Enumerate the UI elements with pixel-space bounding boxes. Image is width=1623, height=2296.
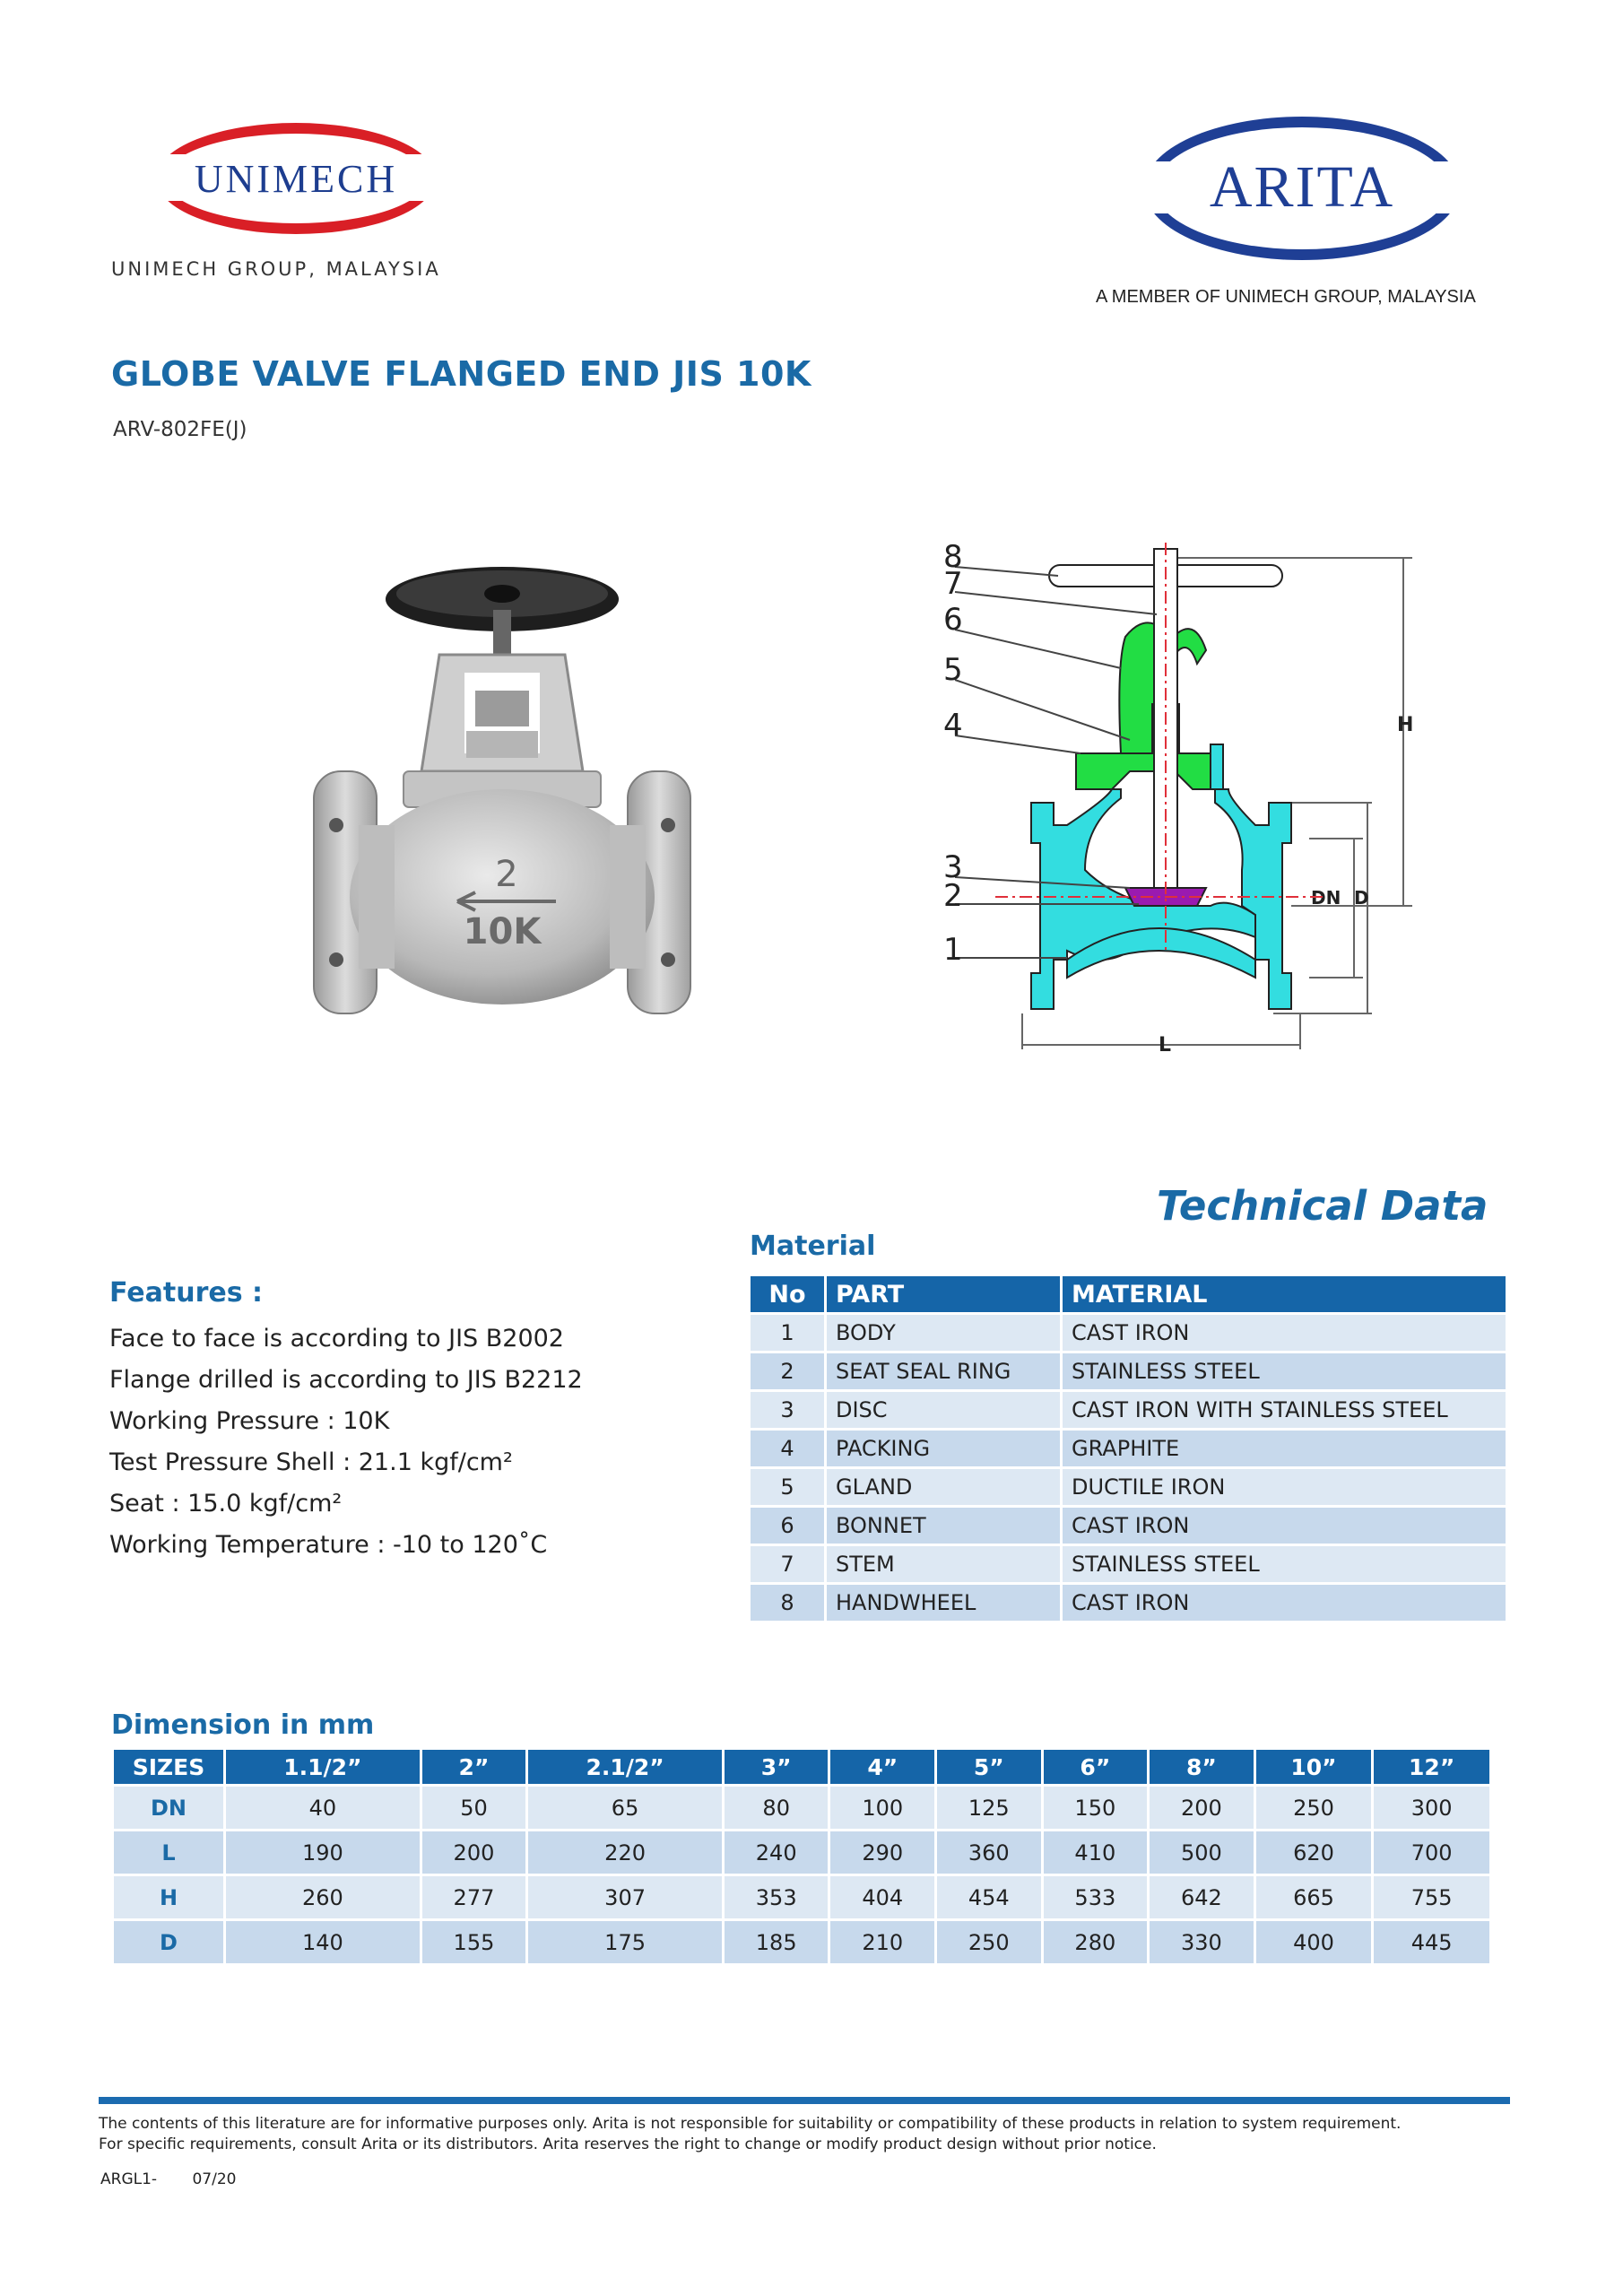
- unimech-caption: UNIMECH GROUP, MALAYSIA: [111, 258, 441, 280]
- arita-logo-text: ARITA: [1209, 154, 1395, 220]
- dimension-cell: 642: [1150, 1876, 1254, 1918]
- dimension-row: [114, 1831, 1489, 1874]
- dimension-cell: 400: [1256, 1921, 1372, 1963]
- dimension-cell: 80: [725, 1787, 829, 1829]
- dim-label-d: D: [1354, 887, 1369, 909]
- material-part-cell: GLAND: [827, 1469, 1060, 1505]
- dimension-row-label: D: [114, 1921, 223, 1963]
- dimension-header-size: 1.1/2”: [226, 1750, 420, 1784]
- photo-size-marking: 2: [495, 854, 518, 895]
- material-value-cell: CAST IRON: [1063, 1585, 1506, 1621]
- part-callout-4: 4: [943, 708, 963, 744]
- dimension-cell: 250: [937, 1921, 1041, 1963]
- dimension-cell: 40: [226, 1787, 420, 1829]
- footer-rule: [99, 2097, 1510, 2104]
- unimech-logo-text: UNIMECH: [194, 157, 398, 201]
- material-header-row: [751, 1276, 1506, 1312]
- dimension-table: [111, 1747, 1492, 1966]
- dimension-row: [114, 1787, 1489, 1829]
- arita-logo: [1141, 112, 1463, 265]
- dimension-cell: 100: [830, 1787, 934, 1829]
- dimension-cell: 50: [422, 1787, 526, 1829]
- material-value-cell: STAINLESS STEEL: [1063, 1353, 1506, 1389]
- part-callout-5: 5: [943, 652, 963, 688]
- dimension-cell: 220: [528, 1831, 722, 1874]
- dimension-cell: 125: [937, 1787, 1041, 1829]
- doc-code: ARGL1-: [100, 2170, 158, 2188]
- unimech-logo: [152, 118, 439, 239]
- material-part-cell: BODY: [827, 1315, 1060, 1351]
- dimension-cell: 500: [1150, 1831, 1254, 1874]
- dimension-cell: 300: [1374, 1787, 1489, 1829]
- material-part-cell: PACKING: [827, 1431, 1060, 1466]
- dimension-cell: 755: [1374, 1876, 1489, 1918]
- material-header-no: No: [751, 1276, 824, 1312]
- disclaimer: [99, 2114, 1533, 2155]
- dimension-cell: 700: [1374, 1831, 1489, 1874]
- doc-date: 07/20: [192, 2170, 237, 2188]
- dimension-header-row: [114, 1750, 1489, 1784]
- dimension-header-size: 8”: [1150, 1750, 1254, 1784]
- dimension-header-size: 10”: [1256, 1750, 1372, 1784]
- material-row: [751, 1508, 1506, 1544]
- dimension-cell: 277: [422, 1876, 526, 1918]
- dimension-cell: 307: [528, 1876, 722, 1918]
- material-no-cell: 1: [751, 1315, 824, 1351]
- material-row: [751, 1315, 1506, 1351]
- dimension-title: Dimension in mm: [111, 1709, 375, 1741]
- feature-item: Working Temperature : -10 to 120˚C: [109, 1531, 548, 1559]
- model-number: ARV-802FE(J): [113, 418, 247, 441]
- feature-item: Seat : 15.0 kgf/cm²: [109, 1490, 343, 1518]
- material-header-part: PART: [827, 1276, 1060, 1312]
- dimension-cell: 175: [528, 1921, 722, 1963]
- dimension-row-label: L: [114, 1831, 223, 1874]
- material-header-material: MATERIAL: [1063, 1276, 1506, 1312]
- material-row: [751, 1585, 1506, 1621]
- dimension-cell: 290: [830, 1831, 934, 1874]
- material-no-cell: 8: [751, 1585, 824, 1621]
- valve-diagram: [933, 529, 1435, 1067]
- dimension-cell: 454: [937, 1876, 1041, 1918]
- dim-label-h: H: [1397, 714, 1414, 736]
- material-value-cell: STAINLESS STEEL: [1063, 1546, 1506, 1582]
- page-title: GLOBE VALVE FLANGED END JIS 10K: [111, 354, 812, 394]
- dimension-row: [114, 1921, 1489, 1963]
- material-value-cell: CAST IRON: [1063, 1508, 1506, 1544]
- dimension-cell: 620: [1256, 1831, 1372, 1874]
- dimension-header-size: 2”: [422, 1750, 526, 1784]
- technical-data-title: Technical Data: [1157, 1182, 1488, 1230]
- dim-label-dn: DN: [1311, 887, 1341, 909]
- arita-caption: A MEMBER OF UNIMECH GROUP, MALAYSIA: [1096, 287, 1476, 307]
- dimension-row-label: DN: [114, 1787, 223, 1829]
- dimension-cell: 140: [226, 1921, 420, 1963]
- dimension-cell: 65: [528, 1787, 722, 1829]
- dimension-cell: 665: [1256, 1876, 1372, 1918]
- dimension-cell: 250: [1256, 1787, 1372, 1829]
- part-callout-8: 8: [943, 539, 963, 575]
- material-part-cell: DISC: [827, 1392, 1060, 1428]
- material-part-cell: BONNET: [827, 1508, 1060, 1544]
- material-part-cell: SEAT SEAL RING: [827, 1353, 1060, 1389]
- material-value-cell: DUCTILE IRON: [1063, 1469, 1506, 1505]
- dimension-cell: 190: [226, 1831, 420, 1874]
- feature-item: Face to face is according to JIS B2002: [109, 1325, 564, 1352]
- dimension-cell: 240: [725, 1831, 829, 1874]
- dimension-cell: 445: [1374, 1921, 1489, 1963]
- dimension-cell: 280: [1044, 1921, 1148, 1963]
- material-value-cell: GRAPHITE: [1063, 1431, 1506, 1466]
- part-callout-2: 2: [943, 878, 963, 914]
- dimension-cell: 404: [830, 1876, 934, 1918]
- part-callout-7: 7: [943, 566, 963, 602]
- material-part-cell: HANDWHEEL: [827, 1585, 1060, 1621]
- dimension-cell: 210: [830, 1921, 934, 1963]
- feature-item: Working Pressure : 10K: [109, 1407, 390, 1435]
- dimension-cell: 360: [937, 1831, 1041, 1874]
- dimension-header-size: 2.1/2”: [528, 1750, 722, 1784]
- document-code: [100, 2170, 266, 2188]
- dimension-header-size: 4”: [830, 1750, 934, 1784]
- dimension-cell: 200: [1150, 1787, 1254, 1829]
- dimension-header-size: 5”: [937, 1750, 1041, 1784]
- dimension-header-size: 12”: [1374, 1750, 1489, 1784]
- dimension-header-size: 6”: [1044, 1750, 1148, 1784]
- material-no-cell: 4: [751, 1431, 824, 1466]
- disclaimer-line: The contents of this literature are for informative purposes only. Arita is not responsible for suitability or compatibility of these products in relation to system requirement.: [99, 2115, 1402, 2133]
- dimension-cell: 150: [1044, 1787, 1148, 1829]
- dimension-header-size: 3”: [725, 1750, 829, 1784]
- dimension-cell: 353: [725, 1876, 829, 1918]
- material-row: [751, 1392, 1506, 1428]
- disclaimer-line: For specific requirements, consult Arita or its distributors. Arita reserves the right to change or modify product design without prior notice.: [99, 2135, 1157, 2153]
- material-row: [751, 1546, 1506, 1582]
- dim-label-l: L: [1159, 1034, 1172, 1057]
- part-callout-3: 3: [943, 849, 963, 885]
- dimension-cell: 533: [1044, 1876, 1148, 1918]
- material-no-cell: 7: [751, 1546, 824, 1582]
- part-callout-6: 6: [943, 602, 963, 638]
- material-row: [751, 1353, 1506, 1389]
- dimension-header-sizes: SIZES: [114, 1750, 223, 1784]
- material-row: [751, 1431, 1506, 1466]
- dimension-cell: 200: [422, 1831, 526, 1874]
- feature-item: Test Pressure Shell : 21.1 kgf/cm²: [109, 1448, 513, 1476]
- dimension-cell: 260: [226, 1876, 420, 1918]
- feature-item: Flange drilled is according to JIS B2212: [109, 1366, 583, 1394]
- valve-photo: [305, 556, 699, 1022]
- dimension-row: [114, 1876, 1489, 1918]
- material-value-cell: CAST IRON: [1063, 1315, 1506, 1351]
- dimension-cell: 185: [725, 1921, 829, 1963]
- features-title: Features :: [109, 1277, 264, 1309]
- material-no-cell: 6: [751, 1508, 824, 1544]
- material-value-cell: CAST IRON WITH STAINLESS STEEL: [1063, 1392, 1506, 1428]
- material-no-cell: 2: [751, 1353, 824, 1389]
- dimension-cell: 155: [422, 1921, 526, 1963]
- material-no-cell: 3: [751, 1392, 824, 1428]
- features-list: [109, 1318, 583, 1566]
- dimension-cell: 330: [1150, 1921, 1254, 1963]
- photo-rating-marking: 10K: [463, 911, 542, 952]
- dimension-row-label: H: [114, 1876, 223, 1918]
- part-callout-1: 1: [943, 932, 963, 968]
- material-title: Material: [750, 1231, 876, 1262]
- material-part-cell: STEM: [827, 1546, 1060, 1582]
- material-row: [751, 1469, 1506, 1505]
- dimension-cell: 410: [1044, 1831, 1148, 1874]
- material-no-cell: 5: [751, 1469, 824, 1505]
- material-table: [748, 1274, 1508, 1623]
